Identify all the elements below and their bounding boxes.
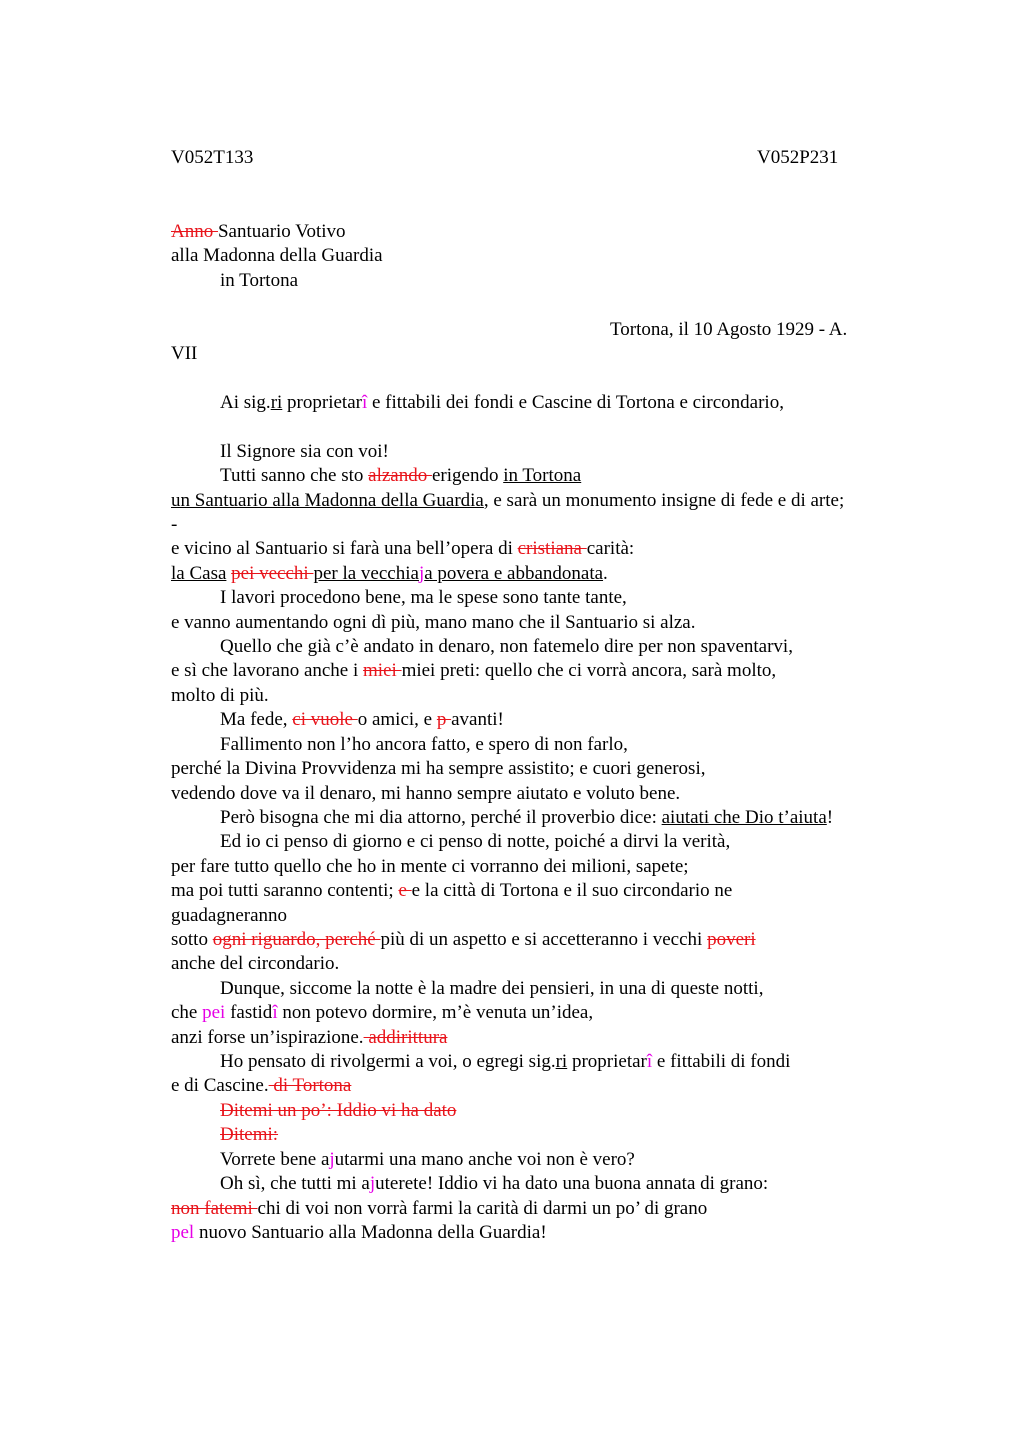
body-line: guadagneranno	[171, 905, 288, 926]
body-line: che pei fastidî non potevo dormire, m’è venuta un’idea,	[171, 1002, 594, 1023]
letterhead-line-3: in Tortona	[220, 270, 299, 291]
body-line: la Casa pei vecchi per la vecchiaja povera e abbandonata.	[171, 563, 608, 584]
body-line: un Santuario alla Madonna della Guardia, e sarà un monumento insigne di fede e di arte;	[171, 490, 845, 511]
body-line: -	[171, 514, 178, 535]
header-left-code: V052T133	[171, 147, 254, 168]
closing-line: pel nuovo Santuario alla Madonna della Guardia!	[171, 1222, 547, 1243]
body-line: Però bisogna che mi dia attorno, perché il proverbio dice: aiutati che Dio t’aiuta!	[220, 807, 834, 828]
body-line: perché la Divina Provvidenza mi ha sempre assistito; e cuori generosi,	[171, 758, 706, 779]
body-line: sotto ogni riguardo, perché più di un aspetto e si accetteranno i vecchi poveri	[171, 929, 756, 950]
body-line: e sì che lavorano anche i miei miei preti: quello che ci vorrà ancora, sarà molto,	[171, 660, 777, 681]
deleted-line: Ditemi:	[220, 1124, 279, 1145]
body-line: e di Cascine. di Tortona	[171, 1075, 352, 1096]
body-line: non fatemi chi di voi non vorrà farmi la carità di darmi un po’ di grano	[171, 1198, 708, 1219]
body-line: vedendo dove va il denaro, mi hanno sempre aiutato e voluto bene.	[171, 783, 681, 804]
dateline: Tortona, il 10 Agosto 1929 - A.	[610, 319, 848, 340]
deleted-line: Ditemi un po’: Iddio vi ha dato	[220, 1100, 457, 1121]
body-line: anzi forse un’ispirazione. addirittura	[171, 1027, 448, 1048]
body-line: molto di più.	[171, 685, 269, 706]
greeting: Il Signore sia con voi!	[220, 441, 389, 462]
letterhead-line-1: Anno Santuario Votivo	[171, 221, 346, 242]
body-line: Tutti sanno che sto alzando erigendo in Tortona	[220, 465, 582, 486]
body-line: Quello che già c’è andato in denaro, non fatemelo dire per non spaventarvi,	[220, 636, 793, 657]
body-line: Oh sì, che tutti mi ajuterete! Iddio vi ha dato una buona annata di grano:	[220, 1173, 769, 1194]
deleted-text: Anno	[171, 221, 218, 242]
body-line: Fallimento non l’ho ancora fatto, e spero di non farlo,	[220, 734, 628, 755]
body-line: Vorrete bene ajutarmi una mano anche voi non è vero?	[220, 1149, 635, 1170]
dateline-continuation: VII	[171, 343, 198, 364]
body-line: e vanno aumentando ogni dì più, mano mano che il Santuario si alza.	[171, 612, 696, 633]
body-line: I lavori procedono bene, ma le spese sono tante tante,	[220, 587, 627, 608]
body-line: ma poi tutti saranno contenti; e e la città di Tortona e il suo circondario ne	[171, 880, 733, 901]
body-line: Ma fede, ci vuole o amici, e p avanti!	[220, 709, 504, 730]
header-right-code: V052P231	[757, 147, 839, 168]
body-line: per fare tutto quello che ho in mente ci vorranno dei milioni, sapete;	[171, 856, 689, 877]
body-line: anche del circondario.	[171, 953, 340, 974]
address-line: Ai sig.ri proprietarî e fittabili dei fondi e Cascine di Tortona e circondario,	[220, 392, 784, 413]
body-line: Ho pensato di rivolgermi a voi, o egregi sig.ri proprietarî e fittabili di fondi	[220, 1051, 791, 1072]
letterhead-line-2: alla Madonna della Guardia	[171, 245, 383, 266]
body-line: e vicino al Santuario si farà una bell’opera di cristiana carità:	[171, 538, 635, 559]
body-line: Dunque, siccome la notte è la madre dei pensieri, in una di queste notti,	[220, 978, 764, 999]
body-line: Ed io ci penso di giorno e ci penso di notte, poiché a dirvi la verità,	[220, 831, 731, 852]
